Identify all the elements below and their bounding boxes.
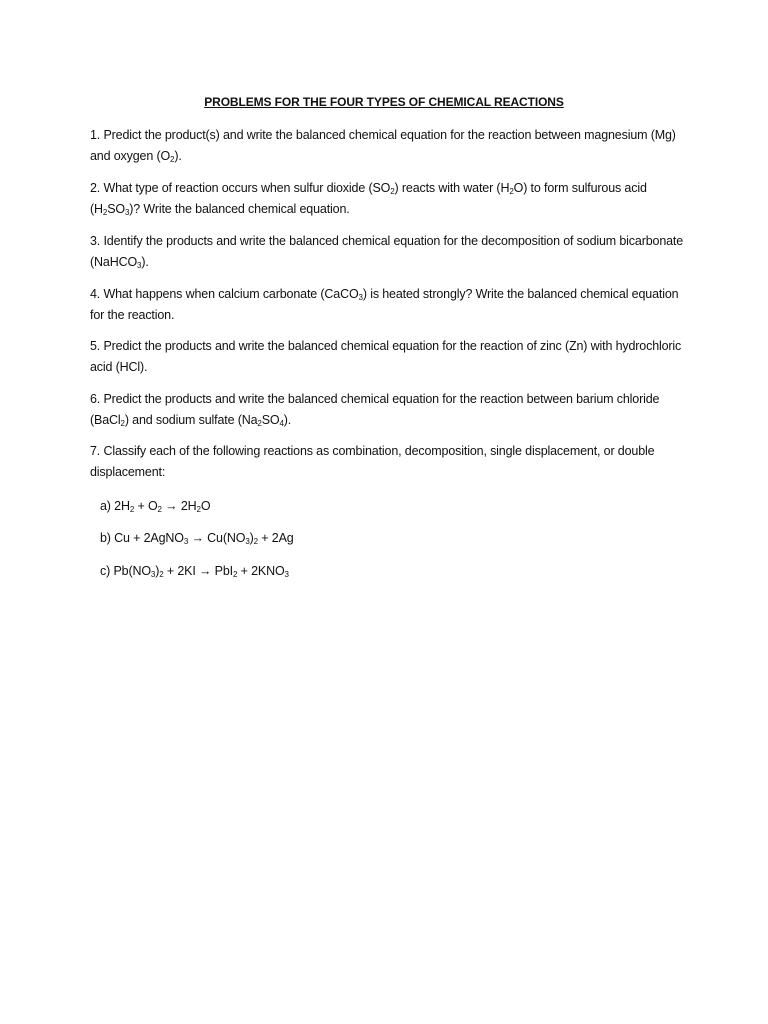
subscript: 3 — [124, 207, 130, 217]
subscript: 2 — [157, 505, 162, 514]
subscript: 2 — [102, 207, 108, 217]
subscript: 3 — [358, 293, 363, 302]
subscript: 2 — [257, 418, 262, 428]
question-text: SO — [261, 412, 280, 427]
reaction-b — [100, 528, 294, 548]
question-3 — [90, 231, 690, 272]
document-title: PROBLEMS FOR THE FOUR TYPES OF CHEMICAL REACTIONS — [204, 95, 564, 109]
question-text: ). — [283, 412, 292, 427]
question-2 — [90, 178, 690, 219]
question-number: 6. — [90, 392, 101, 406]
question-1 — [90, 125, 690, 166]
question-number: 3. — [90, 234, 101, 248]
subscript: 2 — [509, 187, 514, 196]
reaction-a — [100, 496, 210, 516]
reaction-text: → 2H — [161, 499, 197, 513]
subscript: 2 — [232, 570, 238, 579]
question-number: 4. — [90, 287, 101, 301]
reaction-label: b) — [100, 531, 111, 545]
question-number: 2. — [90, 181, 101, 195]
question-text: What type of reaction occurs when sulfur dioxide (SO — [103, 181, 391, 195]
reaction-label: a) — [100, 499, 111, 513]
reaction-text: Cu + 2AgNO — [114, 531, 184, 545]
question-text: Predict the product(s) and write the balanced chemical equation for the reaction between magnesium (Mg) and oxygen (O — [90, 128, 676, 163]
question-text: ) reacts with water (H — [394, 181, 510, 195]
subscript: 2 — [253, 537, 258, 546]
subscript: 3 — [245, 537, 250, 546]
question-6 — [90, 389, 690, 430]
question-text: ). — [141, 254, 149, 269]
reaction-text: 2H — [114, 499, 130, 513]
subscript: 3 — [150, 570, 156, 579]
reaction-text: ) — [155, 564, 160, 578]
question-text: ) is heated strongly? Write the balanced chemical equation for the reaction. — [90, 287, 679, 322]
question-number: 7. — [90, 444, 101, 458]
question-text: Identify the products and write the balanced chemical equation for the decomposition of sodium bicarbonate (NaHCO — [90, 234, 684, 269]
subscript: 2 — [129, 505, 135, 514]
reaction-text: + 2KI → PbI — [163, 564, 233, 578]
question-text: ) and sodium sulfate (Na — [124, 412, 258, 427]
question-text: ). — [174, 148, 182, 163]
question-7 — [90, 441, 690, 482]
subscript: 2 — [159, 570, 164, 579]
subscript: 2 — [196, 505, 201, 514]
subscript: 3 — [137, 260, 142, 270]
question-4 — [90, 284, 690, 325]
question-text: Predict the products and write the balanced chemical equation for the reaction between barium chloride (BaCl — [90, 392, 660, 427]
subscript: 2 — [390, 187, 395, 196]
question-text: Classify each of the following reactions as combination, decomposition, single displacement, or double displacement: — [90, 444, 655, 479]
reaction-c — [100, 561, 289, 581]
reaction-text: + 2KNO — [237, 564, 285, 578]
subscript: 3 — [183, 537, 189, 546]
question-text: O) to form sulfurous acid (H — [90, 181, 647, 216]
reaction-text: Pb(NO — [113, 564, 151, 578]
question-number: 1. — [90, 128, 101, 142]
subscript: 4 — [279, 418, 284, 428]
reaction-text: → Cu(NO — [188, 531, 246, 545]
question-text: SO — [107, 201, 125, 216]
question-5 — [90, 336, 690, 377]
question-text: Predict the products and write the balanced chemical equation for the reaction of zinc (Zn) with hydrochloric acid (HCl). — [90, 339, 682, 374]
reaction-text: + O — [134, 499, 158, 513]
reaction-text: O — [200, 499, 211, 513]
reaction-label: c) — [100, 564, 111, 578]
question-text: What happens when calcium carbonate (CaCO — [103, 287, 359, 301]
subscript: 2 — [120, 418, 125, 428]
question-text: )? Write the balanced chemical equation. — [129, 201, 350, 216]
subscript: 3 — [284, 570, 289, 579]
question-number: 5. — [90, 339, 101, 353]
reaction-text: + 2Ag — [257, 531, 294, 545]
subscript: 2 — [170, 154, 175, 164]
reaction-text: ) — [249, 531, 254, 545]
